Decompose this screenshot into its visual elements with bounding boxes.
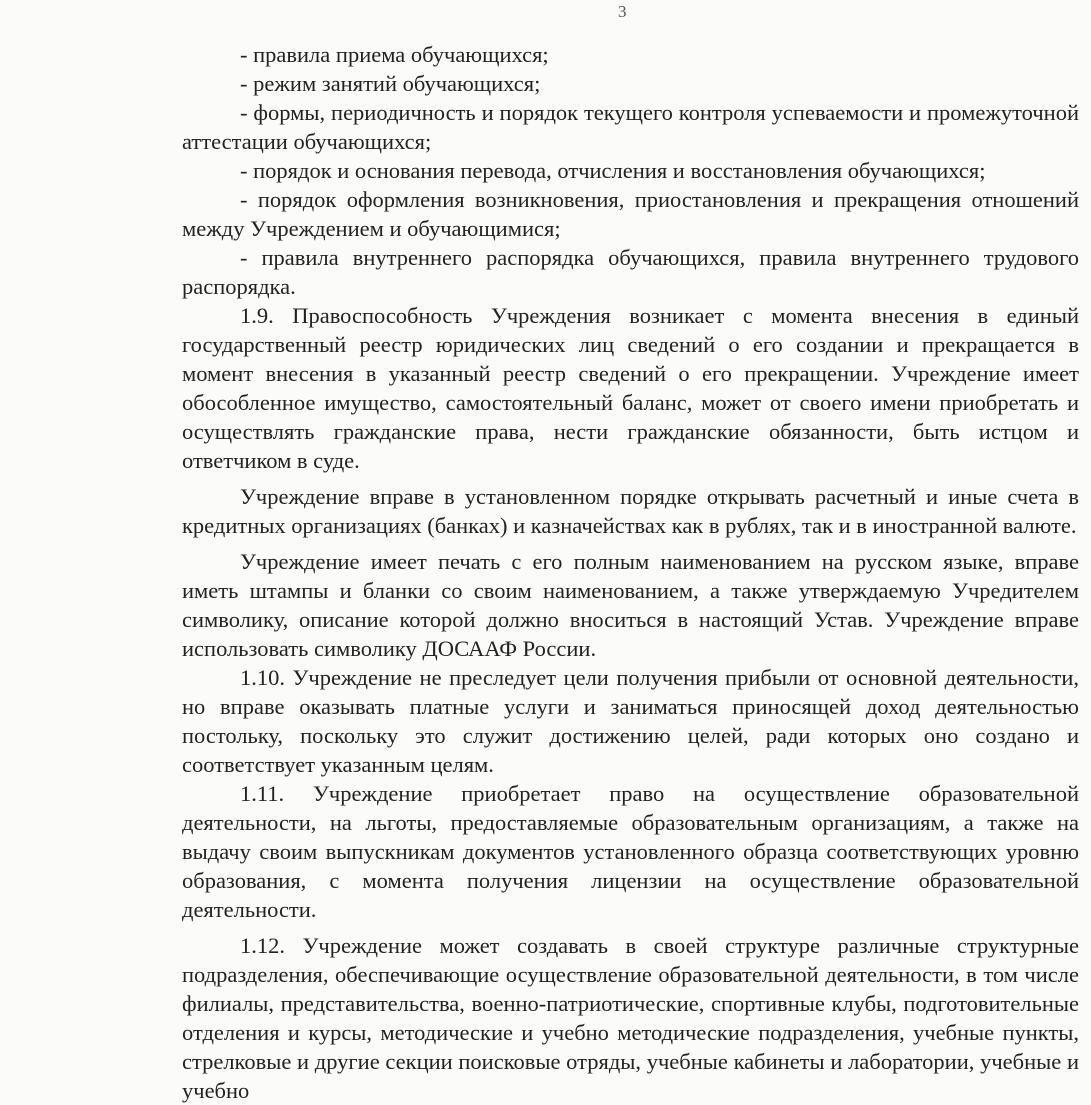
list-item-internal-rules: - правила внутреннего распорядка обучающихся, правила внутреннего трудового распорядка. <box>182 245 1079 299</box>
paragraph-1-11: 1.11. Учреждение приобретает право на осуществление образовательной деятельности, на льготы, предоставляемые образовательным организациям, а также на выдачу своим выпускникам документов установленного образца соответствующих уровню образования, с момента получения лицензии на осуществление образовательной деятельности. <box>182 781 1079 922</box>
document-body <box>182 40 1079 1105</box>
list-item-study-schedule: - режим занятий обучающихся; <box>240 71 541 96</box>
paragraph-accounts: Учреждение вправе в установленном порядке открывать расчетный и иные счета в кредитных организациях (банках) и казначействах как в рублях, так и в иностранной валюте. <box>182 484 1079 538</box>
list-item-admission-rules: - правила приема обучающихся; <box>240 42 549 67</box>
list-item-relations: - порядок оформления возникновения, приостановления и прекращения отношений между Учреждением и обучающимися; <box>182 187 1079 241</box>
paragraph-1-10: 1.10. Учреждение не преследует цели получения прибыли от основной деятельности, но вправе оказывать платные услуги и заниматься приносящей доход деятельностью постольку, поскольку это служит достижению целей, ради которых оно создано и соответствует указанным целям. <box>182 665 1079 777</box>
page-number: 3 <box>618 2 627 21</box>
paragraph-1-9: 1.9. Правоспособность Учреждения возникает с момента внесения в единый государственный реестр юридических лиц сведений о его создании и прекращается в момент внесения в указанный реестр сведений о его прекращении. Учреждение имеет обособленное имущество, самостоятельный баланс, может от своего имени приобретать и осуществлять гражданские права, нести гражданские обязанности, быть истцом и ответчиком в суде. <box>182 303 1079 473</box>
paragraph-1-12: 1.12. Учреждение может создавать в своей структуре различные структурные подразделения, обеспечивающие осуществление образовательной деятельности, в том числе филиалы, представительства, военно-патриотические, спортивные клубы, подготовительные отделения и курсы, методические и учебно методические подразделения, учебные пункты, стрелковые и другие секции поисковые отряды, учебные кабинеты и лаборатории, учебные и учебно <box>182 933 1079 1103</box>
paragraph-seal: Учреждение имеет печать с его полным наименованием на русском языке, вправе иметь штампы и бланки со своим наименованием, а также утверждаемую Учредителем символику, описание которой должно вноситься в настоящий Устав. Учреждение вправе использовать символику ДОСААФ России. <box>182 549 1079 661</box>
list-item-assessment: - формы, периодичность и порядок текущего контроля успеваемости и промежуточной аттестации обучающихся; <box>182 100 1079 154</box>
list-item-transfer-expulsion: - порядок и основания перевода, отчисления и восстановления обучающихся; <box>240 158 986 183</box>
